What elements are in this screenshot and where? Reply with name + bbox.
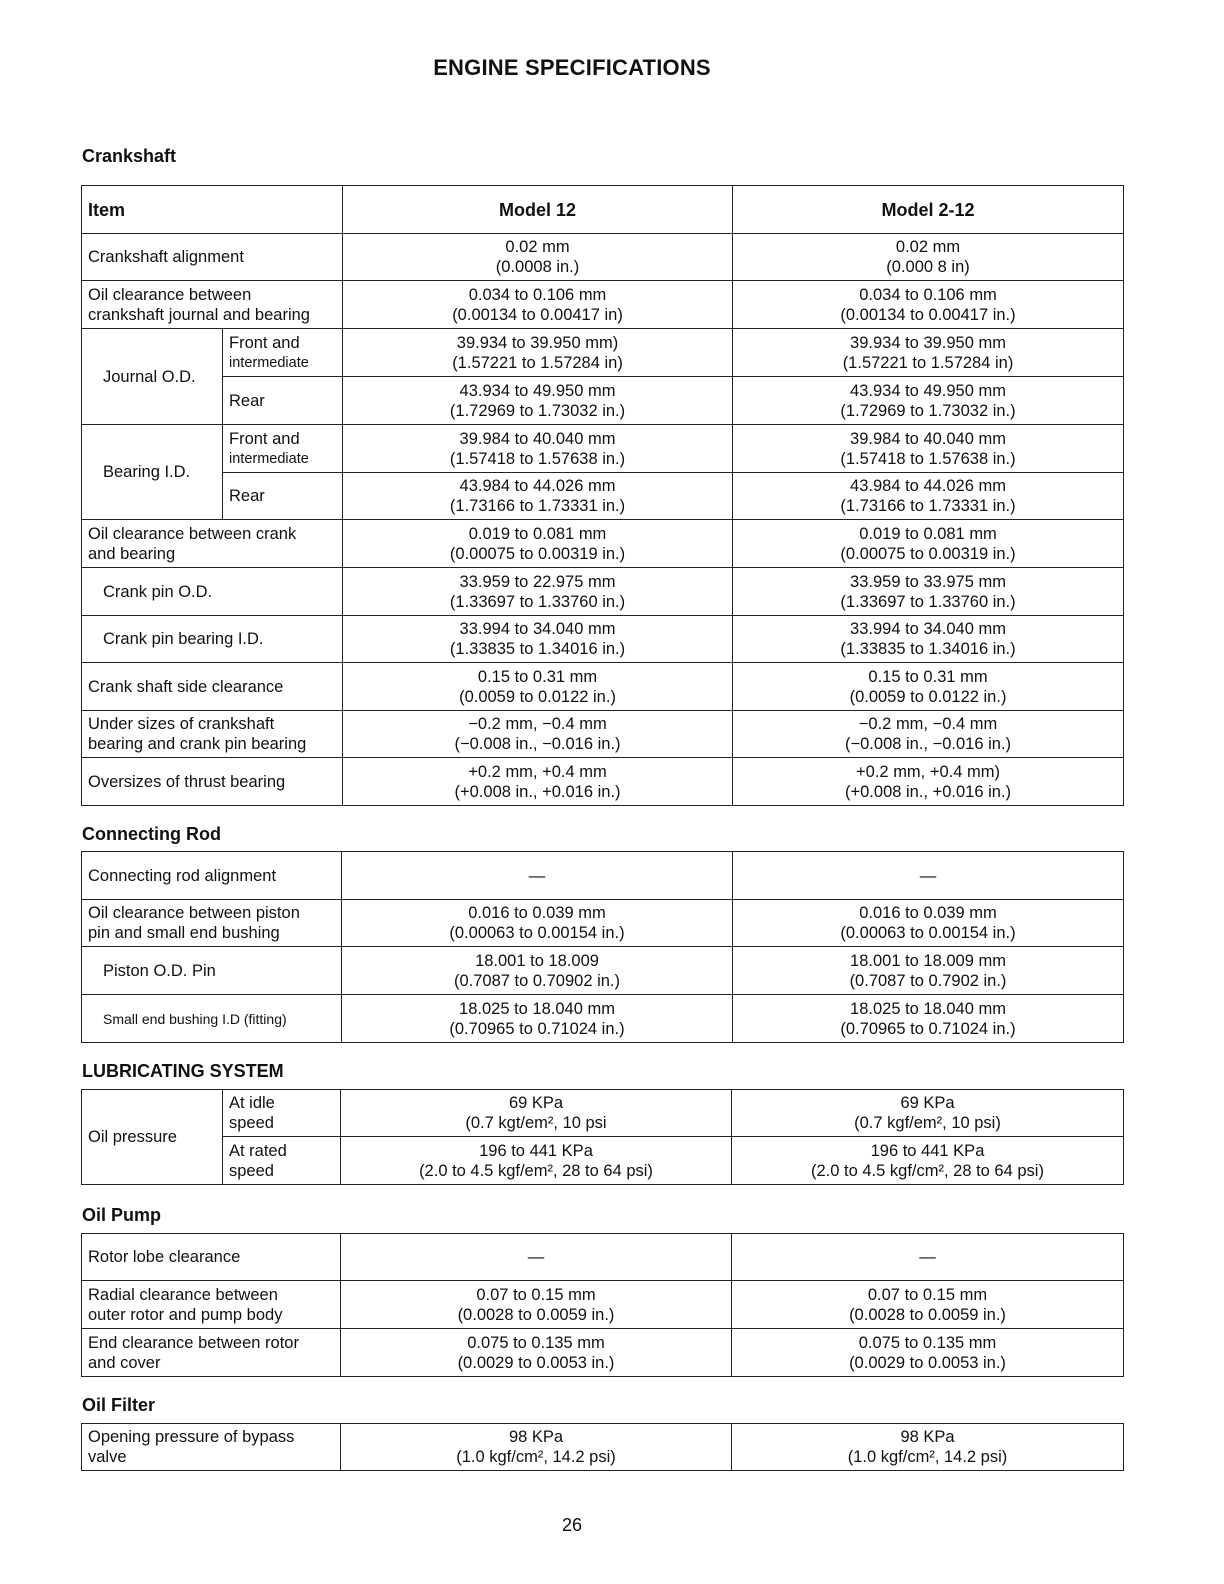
value-model-12: −0.2 mm, −0.4 mm (−0.008 in., −0.016 in.) <box>343 711 733 758</box>
lubricating-table <box>81 1089 1124 1185</box>
header-model-2-12: Model 2-12 <box>733 186 1124 234</box>
table-row <box>82 758 1124 806</box>
row-label: Crank shaft side clearance <box>82 663 343 711</box>
value-model-2-12: — <box>732 1234 1124 1281</box>
value-model-12: 0.016 to 0.039 mm (0.00063 to 0.00154 in.) <box>342 900 733 947</box>
row-label: Oil pressure <box>82 1090 223 1185</box>
table-row <box>82 568 1124 616</box>
value-model-12: 0.02 mm (0.0008 in.) <box>343 234 733 281</box>
row-label: Connecting rod alignment <box>82 852 342 900</box>
value-model-12: 0.034 to 0.106 mm (0.00134 to 0.00417 in) <box>343 281 733 329</box>
value-model-2-12: 0.075 to 0.135 mm (0.0029 to 0.0053 in.) <box>732 1329 1124 1377</box>
value-model-12: 43.984 to 44.026 mm (1.73166 to 1.73331 in.) <box>343 473 733 520</box>
value-model-12: 0.075 to 0.135 mm (0.0029 to 0.0053 in.) <box>341 1329 732 1377</box>
value-model-2-12: 0.034 to 0.106 mm (0.00134 to 0.00417 in.) <box>733 281 1124 329</box>
table-row <box>82 1329 1124 1377</box>
row-label: Journal O.D. <box>82 329 223 425</box>
value-model-12: 33.994 to 34.040 mm (1.33835 to 1.34016 in.) <box>343 616 733 663</box>
value-model-12: 0.07 to 0.15 mm (0.0028 to 0.0059 in.) <box>341 1281 732 1329</box>
table-row <box>82 520 1124 568</box>
oil-pump-heading: Oil Pump <box>82 1205 162 1225</box>
value-model-2-12: 33.959 to 33.975 mm (1.33697 to 1.33760 in.) <box>733 568 1124 616</box>
table-row <box>82 852 1124 900</box>
value-model-12: +0.2 mm, +0.4 mm (+0.008 in., +0.016 in.) <box>343 758 733 806</box>
value-model-2-12: 39.934 to 39.950 mm (1.57221 to 1.57284 in) <box>733 329 1124 377</box>
value-model-2-12: 39.984 to 40.040 mm (1.57418 to 1.57638 in.) <box>733 425 1124 473</box>
oil-filter-table <box>81 1423 1124 1471</box>
sub-label: At rated speed <box>223 1137 341 1185</box>
table-row <box>82 425 1124 473</box>
lubricating-heading: LUBRICATING SYSTEM <box>82 1061 284 1081</box>
table-row <box>82 473 1124 520</box>
table-row <box>82 995 1124 1043</box>
table-row <box>82 281 1124 329</box>
table-row <box>82 1424 1124 1471</box>
value-model-12: 39.984 to 40.040 mm (1.57418 to 1.57638 in.) <box>343 425 733 473</box>
header-model-12: Model 12 <box>343 186 733 234</box>
sub-label: Front and intermediate <box>223 425 343 473</box>
value-model-2-12: 33.994 to 34.040 mm (1.33835 to 1.34016 in.) <box>733 616 1124 663</box>
value-model-2-12: −0.2 mm, −0.4 mm (−0.008 in., −0.016 in.) <box>733 711 1124 758</box>
row-label: Crank pin O.D. <box>82 568 343 616</box>
value-model-12: 39.934 to 39.950 mm) (1.57221 to 1.57284 in) <box>343 329 733 377</box>
connecting-rod-heading: Connecting Rod <box>82 824 221 844</box>
value-model-12: 43.934 to 49.950 mm (1.72969 to 1.73032 in.) <box>343 377 733 425</box>
value-model-12: 0.019 to 0.081 mm (0.00075 to 0.00319 in.) <box>343 520 733 568</box>
table-row <box>82 900 1124 947</box>
table-row <box>82 234 1124 281</box>
value-model-12: — <box>342 852 733 900</box>
value-model-12: 18.001 to 18.009 (0.7087 to 0.70902 in.) <box>342 947 733 995</box>
row-label: Bearing I.D. <box>82 425 223 520</box>
value-model-2-12: 18.025 to 18.040 mm (0.70965 to 0.71024 in.) <box>733 995 1124 1043</box>
table-row <box>82 377 1124 425</box>
row-label: Opening pressure of bypass valve <box>82 1424 341 1471</box>
value-model-12: 33.959 to 22.975 mm (1.33697 to 1.33760 in.) <box>343 568 733 616</box>
row-label: Crank pin bearing I.D. <box>82 616 343 663</box>
value-model-2-12: 0.019 to 0.081 mm (0.00075 to 0.00319 in.) <box>733 520 1124 568</box>
page-title: ENGINE SPECIFICATIONS <box>433 55 711 80</box>
value-model-12: 18.025 to 18.040 mm (0.70965 to 0.71024 in.) <box>342 995 733 1043</box>
value-model-2-12: 98 KPa (1.0 kgf/cm², 14.2 psi) <box>732 1424 1124 1471</box>
value-model-12: 0.15 to 0.31 mm (0.0059 to 0.0122 in.) <box>343 663 733 711</box>
row-label: Oil clearance between piston pin and small end bushing <box>82 900 342 947</box>
table-row <box>82 711 1124 758</box>
crankshaft-heading: Crankshaft <box>82 146 177 166</box>
table-row <box>82 947 1124 995</box>
table-row <box>82 329 1124 377</box>
row-label: Oil clearance between crank and bearing <box>82 520 343 568</box>
value-model-2-12: 18.001 to 18.009 mm (0.7087 to 0.7902 in.) <box>733 947 1124 995</box>
table-row <box>82 616 1124 663</box>
row-label: Crankshaft alignment <box>82 234 343 281</box>
row-label: Oversizes of thrust bearing <box>82 758 343 806</box>
value-model-2-12: 0.15 to 0.31 mm (0.0059 to 0.0122 in.) <box>733 663 1124 711</box>
value-model-2-12: 0.02 mm (0.000 8 in) <box>733 234 1124 281</box>
oil-pump-table <box>81 1233 1124 1377</box>
row-label: Radial clearance between outer rotor and pump body <box>82 1281 341 1329</box>
sub-label: At idle speed <box>223 1090 341 1137</box>
value-model-2-12: +0.2 mm, +0.4 mm) (+0.008 in., +0.016 in.) <box>733 758 1124 806</box>
sub-label: Rear <box>223 473 343 520</box>
value-model-2-12: — <box>733 852 1124 900</box>
table-header-row <box>82 186 1124 234</box>
value-model-12: 196 to 441 KPa (2.0 to 4.5 kgf/em², 28 to 64 psi) <box>341 1137 732 1185</box>
connecting-rod-table <box>81 851 1124 1043</box>
value-model-12: 98 KPa (1.0 kgf/cm², 14.2 psi) <box>341 1424 732 1471</box>
sub-label: Rear <box>223 377 343 425</box>
value-model-2-12: 43.984 to 44.026 mm (1.73166 to 1.73331 in.) <box>733 473 1124 520</box>
value-model-2-12: 43.934 to 49.950 mm (1.72969 to 1.73032 in.) <box>733 377 1124 425</box>
page-number: 26 <box>561 1515 583 1535</box>
value-model-2-12: 0.07 to 0.15 mm (0.0028 to 0.0059 in.) <box>732 1281 1124 1329</box>
table-row <box>82 663 1124 711</box>
row-label: End clearance between rotor and cover <box>82 1329 341 1377</box>
value-model-2-12: 196 to 441 KPa (2.0 to 4.5 kgf/cm², 28 to 64 psi) <box>732 1137 1124 1185</box>
row-label: Piston O.D. Pin <box>82 947 342 995</box>
header-item: Item <box>82 186 343 234</box>
table-row <box>82 1281 1124 1329</box>
value-model-2-12: 69 KPa (0.7 kgf/em², 10 psi) <box>732 1090 1124 1137</box>
row-label: Oil clearance between crankshaft journal and bearing <box>82 281 343 329</box>
value-model-12: — <box>341 1234 732 1281</box>
row-label: Under sizes of crankshaft bearing and crank pin bearing <box>82 711 343 758</box>
value-model-12: 69 KPa (0.7 kgt/em², 10 psi <box>341 1090 732 1137</box>
row-label: Small end bushing I.D (fitting) <box>82 995 342 1043</box>
oil-filter-heading: Oil Filter <box>82 1395 156 1415</box>
table-row <box>82 1137 1124 1185</box>
sub-label: Front and intermediate <box>223 329 343 377</box>
table-row <box>82 1090 1124 1137</box>
value-model-2-12: 0.016 to 0.039 mm (0.00063 to 0.00154 in.) <box>733 900 1124 947</box>
table-row <box>82 1234 1124 1281</box>
crankshaft-table <box>81 185 1124 806</box>
row-label: Rotor lobe clearance <box>82 1234 341 1281</box>
